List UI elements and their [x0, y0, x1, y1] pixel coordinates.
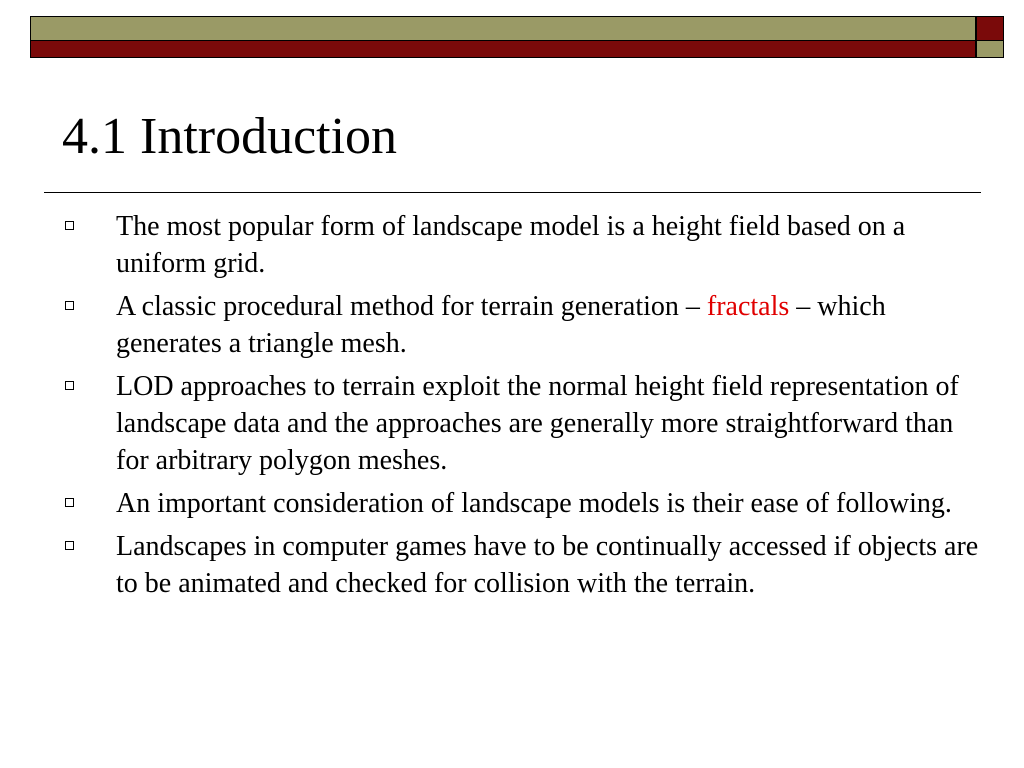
bullet-item	[62, 528, 992, 602]
hollow-square-bullet-icon	[65, 221, 74, 230]
bullet-item	[62, 288, 992, 362]
hollow-square-bullet-icon	[65, 301, 74, 310]
hollow-square-bullet-icon	[65, 381, 74, 390]
corner-maroon-block	[976, 16, 1004, 41]
slide-title: 4.1 Introduction	[62, 108, 398, 165]
bullet-item	[62, 368, 992, 479]
bullet-text: An important consideration of landscape models is their ease of following.	[116, 488, 952, 519]
bullet-text-after: – which generates a triangle mesh.	[116, 291, 886, 359]
bullet-text: Landscapes in computer games have to be continually accessed if objects are to be animated and checked for collision with the terrain.	[116, 531, 979, 599]
header-olive-stripe	[31, 17, 975, 42]
highlighted-term: fractals	[706, 291, 790, 322]
bullet-list	[62, 208, 992, 608]
hollow-square-bullet-icon	[65, 541, 74, 550]
bullet-text-before: A classic procedural method for terrain generation –	[116, 291, 707, 322]
bullet-item	[62, 485, 992, 522]
corner-olive-block	[976, 41, 1004, 58]
hollow-square-bullet-icon	[65, 498, 74, 507]
bullet-text: LOD approaches to terrain exploit the normal height field representation of landscape data and the approaches are generally more straightforward than for arbitrary polygon meshes.	[116, 371, 959, 476]
bullet-text: The most popular form of landscape model is a height field based on a uniform grid.	[116, 211, 906, 279]
bullet-item	[62, 208, 992, 282]
header-maroon-stripe	[31, 40, 975, 57]
header-decoration-bar	[30, 16, 976, 58]
title-divider	[44, 192, 981, 193]
